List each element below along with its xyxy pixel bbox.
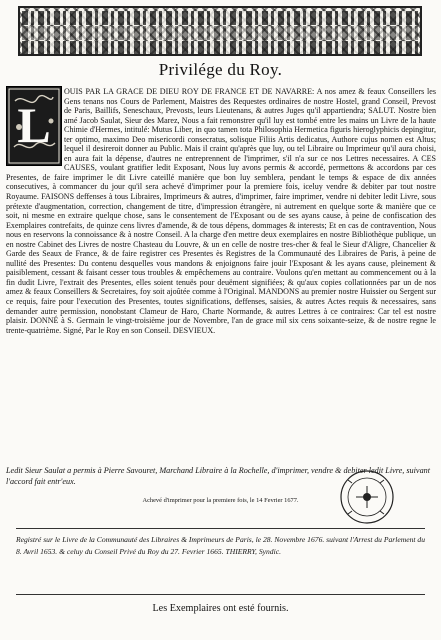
divider-top (16, 528, 425, 529)
dropcap-letter: L (17, 97, 51, 153)
assignment-note: Ledit Sieur Saulat a permis à Pierre Savouret, Marchand Libraire à la Rochelle, d'imprimer, vendre & debiter ledit Livre, suivant l'accord fait entr'eux. (6, 466, 431, 486)
footer-note: Les Exemplaires ont esté fournis. (152, 603, 289, 614)
page-title: Privilége du Roy. (158, 60, 283, 79)
divider-bottom (16, 594, 425, 595)
registration-text: Registré sur le Livre de la Communauté des Libraires & Imprimeurs de Paris, le 28. Novembre 1676. suivant l'Arrest du Parlement du 8. Avril 1653. & celuy du Conseil Privé du Roy du 27. Fevrier 1665. THIERRY, Syndic. (16, 535, 425, 556)
privilege-paragraph: OUIS PAR LA GRACE DE DIEU ROY DE FRANCE ET DE NAVARRE: A nos amez & feaux Conseillers les Gens tenans nos Cours de Parlement, Maistres des Requestes ordinaires de nostre Hostel, grand Conseil, Prevost de Paris, Baillifs, Seneschaux, Prevosts, leurs Lieutenans, & autres Juges qu'il appartiendra; SALUT. Nostre bien amé Jacob Saulat, Sieur des Marez, Nous a fait remonstrer qu'il luy est tombé entre les mains un Livre de la haute Chimie d'Hermes, intitulé: Mutus Liber, in quo tamen tota Philosophia Hermetica figuris hieroglyphicis depingitur, ter optimo, maximo Deo misericordi consecratus, solisque Filiis Artis dedicatus, Authore cujus nomen est Altus; lequel il desireroit donner au Public. Mais il craint qu'après que luy, ou tel Libraire ou Imprimeur qu'il aura choisi, en aura fait la dépense, d'autres ne entreprennent de l'imprimer, s'il n'a sur ce nos Lettres necessaires. A CES CAUSES, voulant gratifier ledit Exposant, Nous luy avons permis & accordé, permettons & accordons par ces Presentes, de faire imprimer le dit Livre cateillé manière que bon luy semblera, pendant le temps & espace de dix années consecutives, à commancer du jour qu'il sera achevé d'imprimer pour la premiere fois, iceluy vendre & debiter par tout nostre Royaume. FAISONS deffenses à tous Libraires, Imprimeurs & autres, d'imprimer, faire imprimer, vendre ni debiter ledit Livre, sous prétexte d'augmentation, correction, changement de titre, d'impression étrangère, ni autrement en quelque sorte & manière que ce soit, ni mesme en extraire quelque chose, sans le consentement de l'Exposant ou de ses ayans cause, à peine de confiscation des Exemplaires contrefaits, de quinze cens livres d'amende, & de tous dépens, dommages & interests; Et en cas de contravention, Nous nous en reservons la connoissance & à nostre Conseil. A la charge d'en mettre deux exemplaires en nostre Bibliothèque publique, un en nostre Cabinet des Livres de nostre Chasteau du Louvre, & un en celle de nostre tres-cher & feal le Sieur d'Aligre, Chancelier & Garde des Seaux de France, & de faire registrer ces Presentes ès Registres de la Communauté des Libraires de Paris, à peine de nullité des Presentes: Du contenu desquelles vous mandons & enjoignons faire jouir l'Exposant & les ayans cause, pleinement & paisiblement, cessant & faisant cesser tous troubles & empêchemens au contraire. Voulons qu'en mettant au commencement ou à la fin dudit Livre, l'extrait des Presentes, elles soient tenuës pour deuëment signifiées; & qu'aux copies collationnées par un de nos amez & feaux Conseillers & Secretaires, foy soit ajoûtée comme à l'Original. MANDONS au premier nostre Huissier ou Sergent sur ce requis, faire pour l'execution des Presentes, toutes significations, deffenses, saisies, & autres Actes requis & necessaires, sans demander autre permission, nonobstant Clameur de Haro, Charte Normande, & autres Lettres à ce contraires: Car tel est nostre plaisir. DONNÉ à S. Germain le vingt-troisième jour de Novembre, l'an de grace mil six cens soixante-seize, & de nostre regne le trente-quatrième. Signé, Par le Roy en son Conseil. DESVIEUX. (6, 87, 436, 335)
achieve-date-line: Achevé d'imprimer pour la premiere fois, le 14 Fevrier 1677. (142, 497, 299, 504)
privilege-body-text (6, 87, 436, 335)
library-seal-stamp (338, 468, 396, 526)
ornamental-header-band (18, 6, 422, 56)
